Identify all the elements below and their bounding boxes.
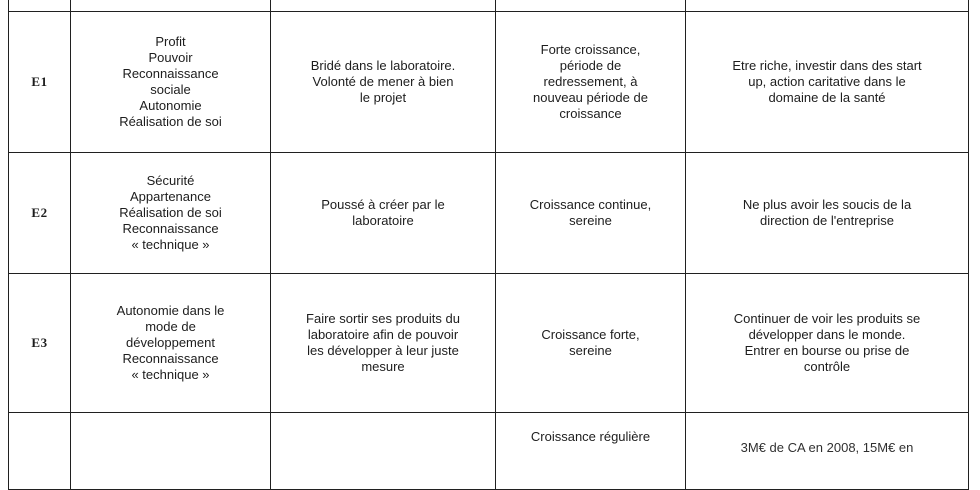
cell-finalite: Etre riche, investir dans des start up, action caritative dans le domaine de la santé: [686, 12, 969, 153]
table-header-row: [9, 0, 969, 12]
row-id: [9, 413, 71, 490]
cell-motivations: Sécurité Appartenance Réalisation de soi Reconnaissance « technique »: [71, 153, 271, 274]
cell-motivations: Profit Pouvoir Reconnaissance sociale Autonomie Réalisation de soi: [71, 12, 271, 153]
cell-creation: Faire sortir ses produits du laboratoire afin de pouvoir les développer à leur juste mesure: [271, 274, 496, 413]
comparison-table: [8, 0, 969, 490]
header-cell-creation: [271, 0, 496, 12]
cell-entreprise: Croissance forte, sereine: [496, 274, 686, 413]
cell-entreprise: [496, 413, 686, 490]
header-cell-finalite: [686, 0, 969, 12]
cell-finalite-text: 3M€ de CA en 2008, 15M€ en: [740, 440, 914, 455]
table-row: [9, 12, 969, 153]
table-body: [9, 0, 969, 490]
table-row: [9, 153, 969, 274]
cell-finalite: Continuer de voir les produits se développer dans le monde. Entrer en bourse ou prise de contrôle: [686, 274, 969, 413]
cell-creation: Poussé à créer par le laboratoire: [271, 153, 496, 274]
row-id: E3: [9, 274, 71, 413]
cell-motivations: Autonomie dans le mode de développement Reconnaissance « technique »: [71, 274, 271, 413]
header-cell-motivations: [71, 0, 271, 12]
cell-entreprise: Forte croissance, période de redressement, à nouveau période de croissance: [496, 12, 686, 153]
cell-finalite: [686, 413, 969, 490]
cell-creation: Bridé dans le laboratoire. Volonté de mener à bien le projet: [271, 12, 496, 153]
cell-entreprise: Croissance continue, sereine: [496, 153, 686, 274]
table-row: [9, 274, 969, 413]
cell-motivations: [71, 413, 271, 490]
cell-creation: [271, 413, 496, 490]
row-id: E1: [9, 12, 71, 153]
table-row: [9, 413, 969, 490]
header-cell-entreprise: [496, 0, 686, 12]
cell-entreprise-text: Croissance régulière: [530, 429, 651, 444]
header-cell-id: [9, 0, 71, 12]
row-id: E2: [9, 153, 71, 274]
cell-finalite: Ne plus avoir les soucis de la direction de l'entreprise: [686, 153, 969, 274]
